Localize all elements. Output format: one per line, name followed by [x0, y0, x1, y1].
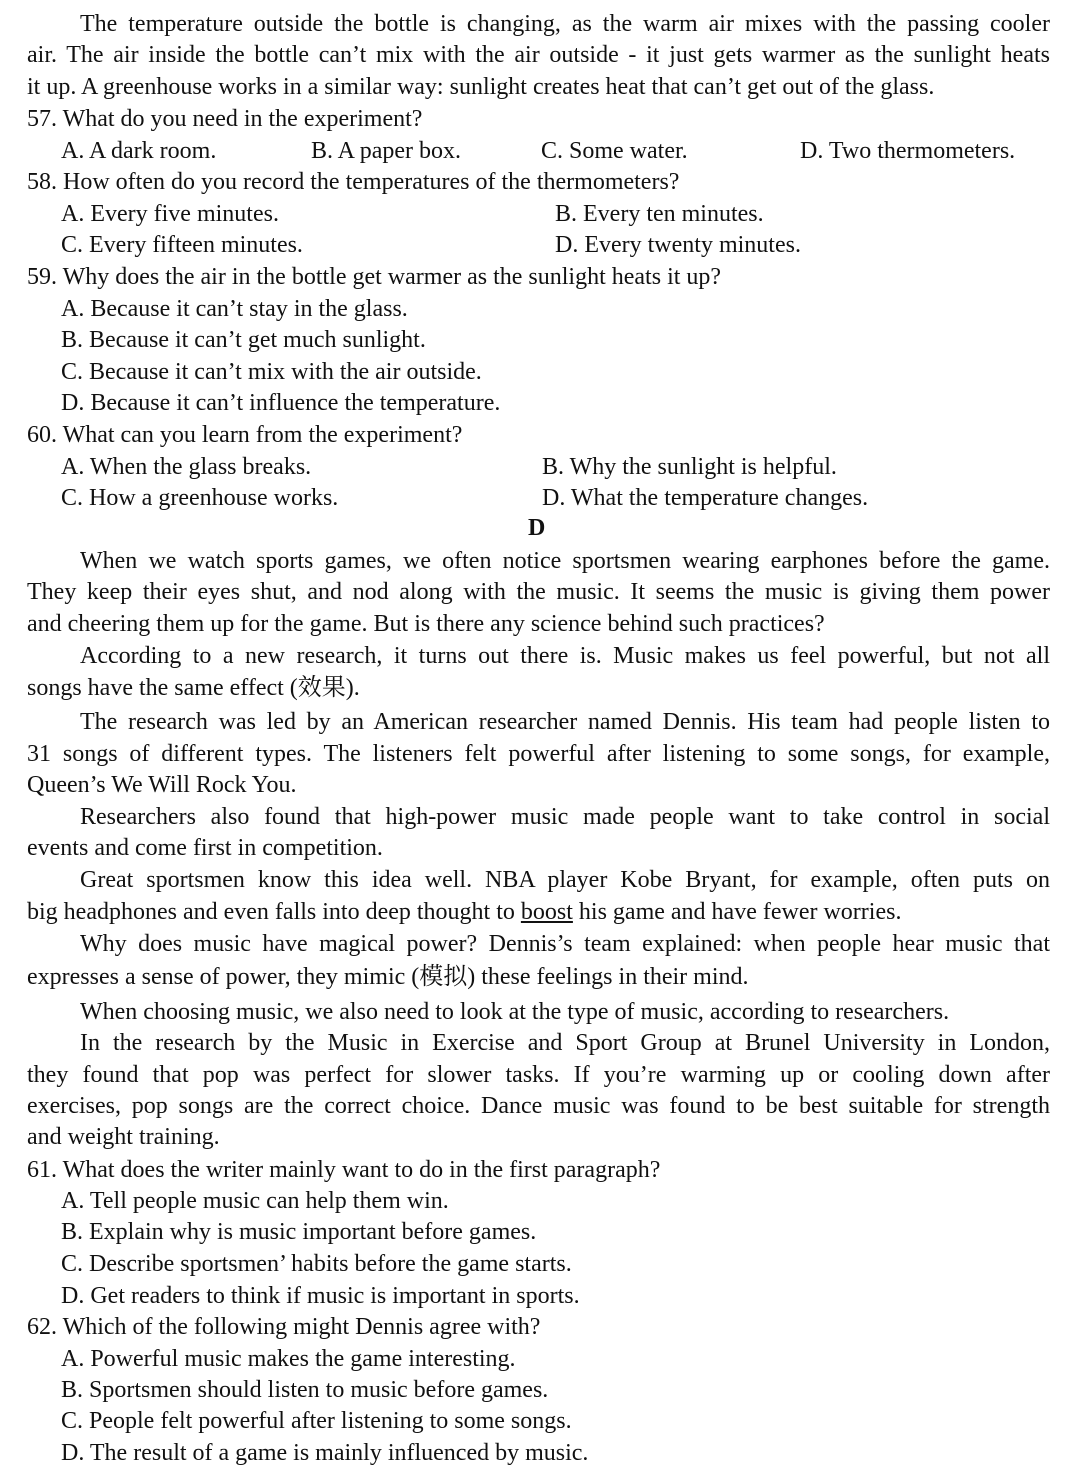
passage-line: The temperature outside the bottle is changing, as the warm air mixes with the passing cooler: [80, 11, 1050, 37]
question-57-option-d: D. Two thermometers.: [800, 138, 1016, 164]
question-62-option-d: D. The result of a game is mainly influenced by music.: [61, 1440, 589, 1466]
question-57-option-c: C. Some water.: [541, 138, 688, 164]
question-58-option-b: B. Every ten minutes.: [555, 201, 764, 227]
passage-line: Researchers also found that high-power music made people want to take control in social: [80, 804, 1050, 830]
question-62-option-a: A. Powerful music makes the game interesting.: [61, 1346, 516, 1372]
passage-line: they found that pop was perfect for slower tasks. If you’re warming up or cooling down after: [27, 1062, 1050, 1088]
passage-line: events and come first in competition.: [27, 835, 383, 861]
passage-line: expresses a sense of power, they mimic (模拟) these feelings in their mind.: [27, 964, 749, 990]
passage-line: songs have the same effect (效果).: [27, 675, 360, 701]
passage-line: According to a new research, it turns out there is. Music makes us feel powerful, but not all: [80, 643, 1050, 669]
question-57-option-b: B. A paper box.: [311, 138, 461, 164]
question-60-option-c: C. How a greenhouse works.: [61, 485, 339, 511]
question-61-stem: 61. What does the writer mainly want to do in the first paragraph?: [27, 1157, 661, 1183]
passage-line: When we watch sports games, we often notice sportsmen wearing earphones before the game.: [80, 548, 1050, 574]
passage-line: They keep their eyes shut, and nod along with the music. It seems the music is giving them power: [27, 579, 1050, 605]
question-58-stem: 58. How often do you record the temperatures of the thermometers?: [27, 169, 680, 195]
question-58-option-d: D. Every twenty minutes.: [555, 232, 801, 258]
question-62-stem: 62. Which of the following might Dennis agree with?: [27, 1314, 541, 1340]
question-61-option-b: B. Explain why is music important before games.: [61, 1219, 537, 1245]
passage-line: and weight training.: [27, 1124, 220, 1150]
question-57-option-a: A. A dark room.: [61, 138, 217, 164]
question-59-option-c: C. Because it can’t mix with the air outside.: [61, 359, 482, 385]
question-60-option-d: D. What the temperature changes.: [542, 485, 869, 511]
passage-text: big headphones and even falls into deep thought to: [27, 899, 521, 925]
question-60-option-a: A. When the glass breaks.: [61, 454, 312, 480]
question-58-option-a: A. Every five minutes.: [61, 201, 279, 227]
passage-line: The research was led by an American researcher named Dennis. His team had people listen to: [80, 709, 1050, 735]
underlined-word: boost: [520, 899, 573, 925]
passage-line: In the research by the Music in Exercise and Sport Group at Brunel University in London,: [80, 1030, 1050, 1056]
passage-line: [27, 897, 901, 927]
passage-line: Great sportsmen know this idea well. NBA player Kobe Bryant, for example, often puts on: [80, 867, 1050, 893]
question-58-option-c: C. Every fifteen minutes.: [61, 232, 303, 258]
passage-line: Queen’s We Will Rock You.: [27, 772, 297, 798]
passage-line: exercises, pop songs are the correct choice. Dance music was found to be best suitable for strength: [27, 1093, 1050, 1119]
question-59-option-b: B. Because it can’t get much sunlight.: [61, 327, 426, 353]
passage-text: his game and have fewer worries.: [572, 899, 902, 925]
question-61-option-d: D. Get readers to think if music is important in sports.: [61, 1283, 580, 1309]
question-59-option-d: D. Because it can’t influence the temperature.: [61, 390, 501, 416]
question-61-option-a: A. Tell people music can help them win.: [61, 1188, 449, 1214]
question-59-option-a: A. Because it can’t stay in the glass.: [61, 296, 408, 322]
passage-line: air. The air inside the bottle can’t mix with the air outside - it just gets warmer as the sunlight heats: [27, 42, 1050, 68]
passage-line: Why does music have magical power? Dennis’s team explained: when people hear music that: [80, 931, 1050, 957]
passage-line: When choosing music, we also need to look at the type of music, according to researchers.: [80, 999, 950, 1025]
passage-line: it up. A greenhouse works in a similar way: sunlight creates heat that can’t get out of the glass.: [27, 74, 935, 100]
passage-line: 31 songs of different types. The listeners felt powerful after listening to some songs, for example,: [27, 741, 1050, 767]
question-61-option-c: C. Describe sportsmen’ habits before the game starts.: [61, 1251, 572, 1277]
question-62-option-c: C. People felt powerful after listening to some songs.: [61, 1408, 572, 1434]
section-heading: D: [528, 515, 546, 541]
question-60-stem: 60. What can you learn from the experiment?: [27, 422, 463, 448]
question-62-option-b: B. Sportsmen should listen to music before games.: [61, 1377, 549, 1403]
question-59-stem: 59. Why does the air in the bottle get warmer as the sunlight heats it up?: [27, 264, 722, 290]
question-60-option-b: B. Why the sunlight is helpful.: [542, 454, 837, 480]
passage-line: and cheering them up for the game. But is there any science behind such practices?: [27, 611, 825, 637]
question-57-stem: 57. What do you need in the experiment?: [27, 106, 423, 132]
